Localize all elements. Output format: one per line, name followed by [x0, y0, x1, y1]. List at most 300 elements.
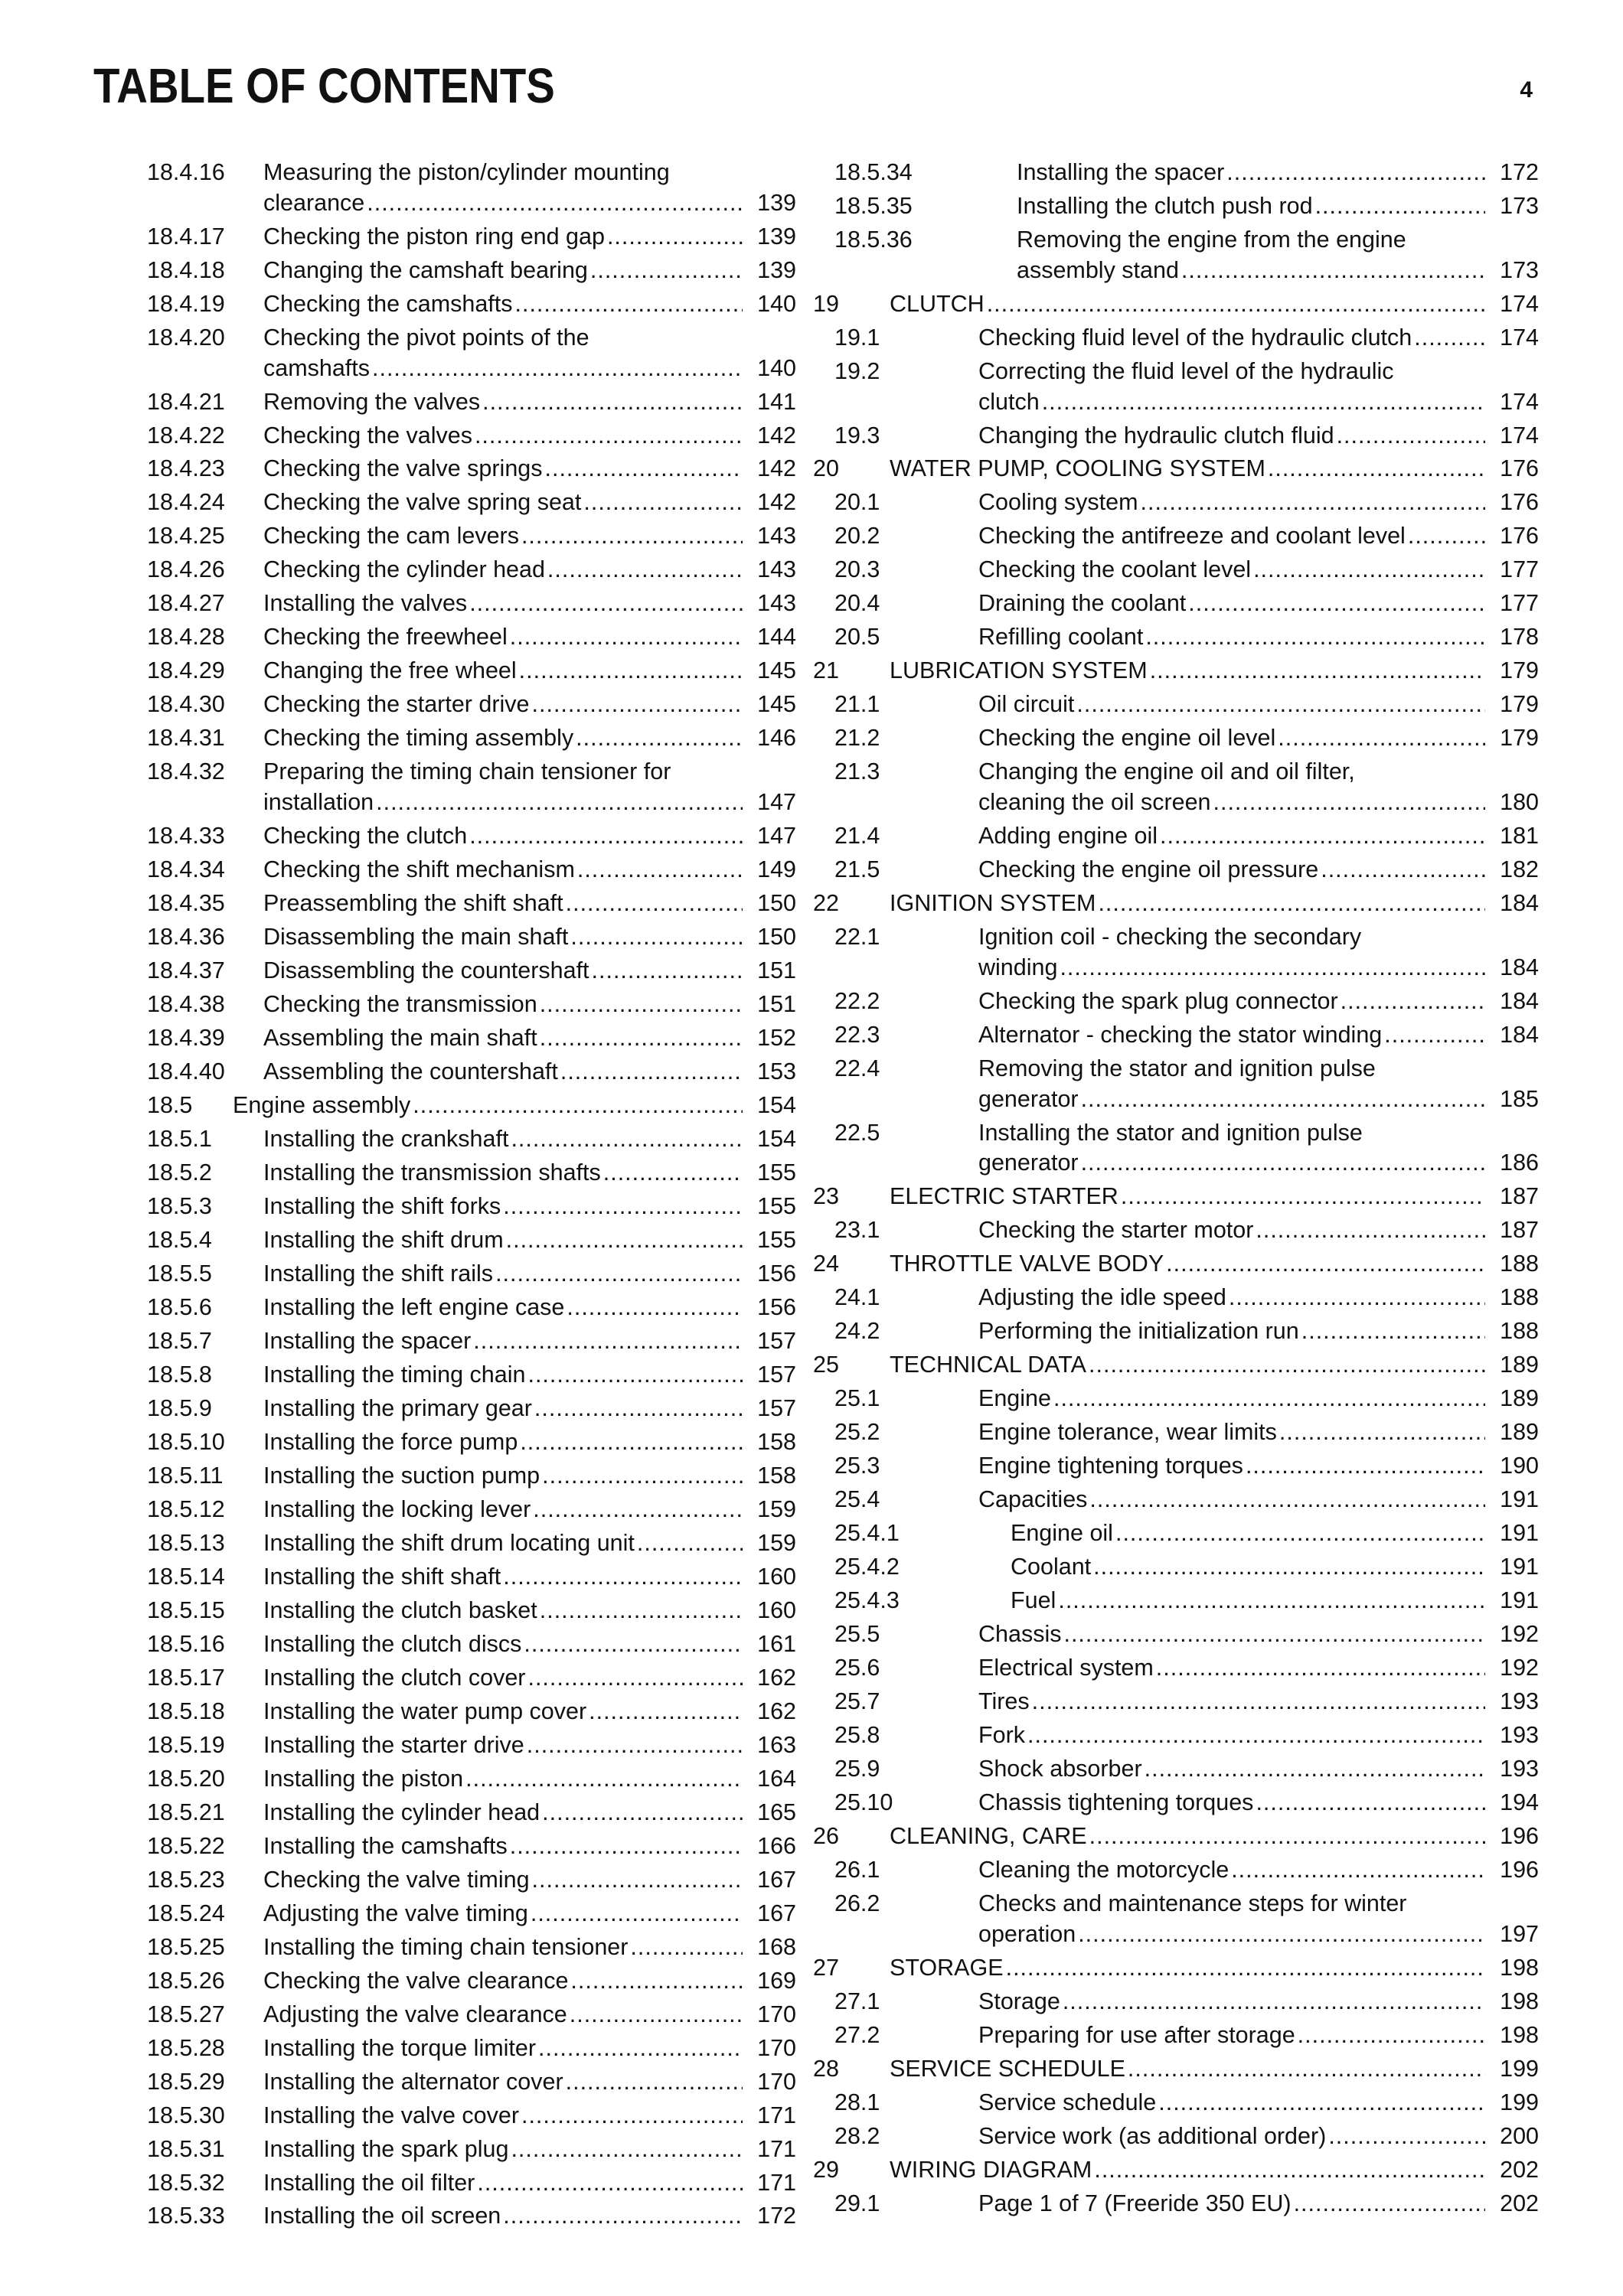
entry-line [890, 2155, 1539, 2186]
toc-entry[interactable] [147, 1259, 796, 1290]
toc-entry[interactable] [147, 922, 796, 953]
entry-line [263, 2101, 796, 2131]
page-ref: 139 [757, 223, 796, 249]
entry-body [263, 1427, 796, 1458]
page-ref: 157 [757, 1361, 796, 1388]
toc-entry[interactable] [834, 158, 1539, 188]
section-number: 20 [813, 455, 839, 482]
entry-body [263, 2101, 796, 2131]
toc-entry[interactable] [834, 1586, 1539, 1616]
section-number: 18.4.33 [147, 823, 225, 850]
entry-title-first-line: Changing the engine oil and oil filter, [978, 758, 1355, 785]
toc-entry[interactable] [834, 1316, 1539, 1347]
entry-line [978, 1084, 1539, 1115]
page-ref: 198 [1500, 1954, 1539, 1981]
page-ref: 190 [1500, 1453, 1539, 1479]
toc-entry[interactable] [147, 454, 796, 484]
toc-entry[interactable] [834, 723, 1539, 754]
page-number: 4 [1520, 77, 1533, 103]
page-ref: 188 [1500, 1251, 1539, 1277]
entry-body [978, 1788, 1539, 1818]
entry-body [263, 158, 796, 219]
entry-body [978, 1619, 1539, 1650]
toc-entry[interactable] [147, 1899, 796, 1929]
toc-entry[interactable] [834, 323, 1539, 354]
page-ref: 162 [757, 1664, 796, 1691]
entry-title: installation [263, 789, 374, 816]
section-number: 18.4.27 [147, 590, 225, 617]
entry-title: Electrical system [978, 1655, 1154, 1681]
dot-leader [540, 1596, 743, 1626]
page-ref: 198 [1500, 2021, 1539, 2048]
dot-leader [1145, 622, 1485, 653]
entry-title-first-line: Removing the stator and ignition pulse [978, 1055, 1376, 1081]
page-ref: 179 [1500, 691, 1539, 718]
section-number: 18.5.1 [147, 1125, 212, 1152]
section-number: 25.4.3 [834, 1587, 900, 1614]
page-ref: 149 [757, 856, 796, 883]
entry-line [978, 788, 1539, 818]
toc-entry[interactable] [834, 488, 1539, 518]
toc-entry[interactable] [834, 1054, 1539, 1115]
entry-line [978, 1754, 1539, 1785]
page-ref: 170 [757, 2001, 796, 2027]
entry-body [978, 1054, 1539, 1115]
page-ref: 188 [1500, 1284, 1539, 1311]
page-ref: 157 [757, 1394, 796, 1421]
entry-title: Installing the spark plug [263, 2135, 509, 2162]
dot-leader [567, 1293, 743, 1323]
section-number: 18.4.18 [147, 256, 225, 283]
entry-title-first-line: Checks and maintenance steps for winter [978, 1890, 1407, 1917]
dot-leader [1115, 1518, 1485, 1549]
toc-entry[interactable] [147, 2000, 796, 2030]
toc-entry[interactable] [834, 622, 1539, 653]
entry-title: Engine [978, 1385, 1051, 1412]
dot-leader [469, 821, 743, 852]
entry-title: Alternator - checking the stator winding [978, 1021, 1383, 1048]
toc-entry[interactable] [834, 1754, 1539, 1785]
dot-leader [1089, 1821, 1485, 1852]
toc-entry[interactable] [834, 1283, 1539, 1313]
dot-leader [1298, 2020, 1485, 2051]
page-ref: 200 [1500, 2122, 1539, 2149]
page-ref: 143 [757, 590, 796, 617]
toc-entry[interactable] [147, 1023, 796, 1054]
page-ref: 143 [757, 556, 796, 583]
section-number: 27.2 [834, 2021, 880, 2048]
entry-body [263, 1158, 796, 1189]
toc-entry[interactable] [147, 1629, 796, 1660]
dot-leader [1231, 1855, 1485, 1886]
section-number: 18.5.22 [147, 1832, 225, 1859]
entry-title: winding [978, 954, 1058, 980]
entry-line [1011, 1586, 1539, 1616]
entry-line [1017, 191, 1539, 222]
entry-title-first-line: Measuring the piston/cylinder mounting [263, 159, 670, 185]
entry-body [263, 1057, 796, 1088]
dot-leader [538, 2033, 743, 2064]
toc-entry[interactable] [147, 956, 796, 987]
page-ref: 145 [757, 691, 796, 718]
toc-entry[interactable] [834, 1619, 1539, 1650]
dot-leader [1141, 488, 1486, 518]
toc-entry[interactable] [813, 656, 1539, 687]
dot-leader [540, 1023, 743, 1054]
entry-line [978, 1619, 1539, 1650]
dot-leader [1098, 889, 1485, 919]
toc-entry[interactable] [813, 1953, 1539, 1984]
entry-body [978, 1720, 1539, 1751]
entry-title: ELECTRIC STARTER [890, 1183, 1118, 1210]
dot-leader [1253, 555, 1485, 585]
section-number: 18.5.14 [147, 1563, 225, 1590]
toc-entry[interactable] [813, 2054, 1539, 2085]
entry-line [978, 1283, 1539, 1313]
toc-entry[interactable] [813, 889, 1539, 919]
entry-title-first-line: Ignition coil - checking the secondary [978, 924, 1362, 951]
toc-entry[interactable] [147, 1326, 796, 1357]
entry-line [263, 222, 796, 253]
section-number: 18.5.21 [147, 1799, 225, 1825]
entry-line [978, 488, 1539, 518]
entry-line [978, 521, 1539, 552]
toc-entry[interactable] [147, 2201, 796, 2232]
entry-title-first-line: Correcting the fluid level of the hydraulic [978, 357, 1394, 384]
entry-title: Installing the primary gear [263, 1394, 532, 1421]
toc-entry[interactable] [147, 1124, 796, 1155]
toc-entry[interactable] [834, 555, 1539, 585]
toc-entry[interactable] [147, 1663, 796, 1694]
toc-entry[interactable] [834, 1020, 1539, 1051]
page-ref: 184 [1500, 1021, 1539, 1048]
entry-title: Checking the engine oil level [978, 725, 1276, 752]
toc-entry[interactable] [147, 2033, 796, 2064]
section-number: 21.2 [834, 725, 880, 752]
toc-entry[interactable] [147, 1865, 796, 1896]
toc-entry[interactable] [147, 1427, 796, 1458]
section-number: 28.2 [834, 2122, 880, 2149]
toc-entry[interactable] [147, 589, 796, 619]
entry-line [978, 323, 1539, 354]
toc-entry[interactable] [147, 1293, 796, 1323]
entry-body [263, 1697, 796, 1727]
entry-title: Shock absorber [978, 1756, 1142, 1782]
toc-entry[interactable] [813, 1821, 1539, 1852]
entry-title: Refilling coolant [978, 624, 1144, 651]
dot-leader [1279, 1417, 1485, 1448]
page-ref: 191 [1500, 1486, 1539, 1513]
toc-entry[interactable] [147, 1360, 796, 1391]
toc-entry[interactable] [834, 225, 1539, 286]
entry-title: Checking fluid level of the hydraulic clutch [978, 324, 1412, 351]
dot-leader [527, 1360, 743, 1391]
page-ref: 164 [757, 1765, 796, 1792]
entry-body [263, 1899, 796, 1929]
section-number: 20.3 [834, 556, 880, 583]
entry-line [978, 1653, 1539, 1684]
toc-entry[interactable] [147, 2168, 796, 2199]
page-ref: 202 [1500, 2190, 1539, 2216]
toc-entry[interactable] [147, 1697, 796, 1727]
toc-entry[interactable] [834, 1417, 1539, 1448]
toc-entry[interactable] [813, 2155, 1539, 2186]
dot-leader [542, 1461, 743, 1492]
page-ref: 174 [1500, 388, 1539, 415]
entry-title: Checking the spark plug connector [978, 987, 1338, 1014]
entry-title: Installing the suction pump [263, 1462, 540, 1489]
entry-body [263, 1764, 796, 1795]
dot-leader [465, 1764, 743, 1795]
page-ref: 196 [1500, 1857, 1539, 1883]
toc-entry[interactable] [147, 1562, 796, 1593]
toc-entry[interactable] [834, 2088, 1539, 2118]
dot-leader [630, 1932, 743, 1963]
toc-entry[interactable] [147, 1225, 796, 1256]
toc-entry[interactable] [147, 1764, 796, 1795]
toc-entry[interactable] [147, 555, 796, 585]
toc-entry[interactable] [147, 1932, 796, 1963]
entry-body [263, 289, 796, 320]
entry-body [263, 1023, 796, 1054]
entry-body [263, 387, 796, 418]
dot-leader [540, 990, 743, 1020]
toc-entry[interactable] [834, 1889, 1539, 1950]
toc-entry[interactable] [834, 690, 1539, 720]
toc-entry[interactable] [147, 1192, 796, 1222]
entry-title: Installing the clutch cover [263, 1664, 526, 1691]
page-ref: 163 [757, 1731, 796, 1758]
toc-entry[interactable] [147, 855, 796, 885]
section-number: 18.5.32 [147, 2169, 225, 2196]
entry-line [978, 2088, 1539, 2118]
toc-entry[interactable] [147, 690, 796, 720]
toc-entry[interactable] [147, 222, 796, 253]
toc-entry[interactable] [834, 1552, 1539, 1583]
entry-line [1011, 1518, 1539, 1549]
toc-entry[interactable] [834, 521, 1539, 552]
toc-entry[interactable] [834, 1720, 1539, 1751]
page-ref: 178 [1500, 624, 1539, 651]
toc-entry[interactable] [147, 757, 796, 818]
dot-leader [1341, 987, 1485, 1017]
entry-title: Checking the shift mechanism [263, 856, 575, 883]
toc-entry[interactable] [813, 1182, 1539, 1212]
page-ref: 170 [757, 2068, 796, 2095]
toc-entry[interactable] [147, 821, 796, 852]
dot-leader [531, 1899, 743, 1929]
toc-entry[interactable] [147, 622, 796, 653]
section-number: 23 [813, 1183, 839, 1210]
dot-leader [532, 1865, 743, 1896]
page-ref: 167 [757, 1866, 796, 1893]
entry-title: Engine assembly [233, 1092, 411, 1118]
toc-entry[interactable] [147, 1596, 796, 1626]
toc-entry[interactable] [834, 421, 1539, 452]
entry-title: Installing the piston [263, 1765, 464, 1792]
toc-entry[interactable] [834, 589, 1539, 619]
entry-body [978, 1987, 1539, 2017]
toc-entry[interactable] [147, 1730, 796, 1761]
toc-entry[interactable] [147, 990, 796, 1020]
page-ref: 179 [1500, 657, 1539, 684]
toc-entry[interactable] [834, 757, 1539, 818]
section-number: 18.4.39 [147, 1025, 225, 1052]
toc-entry[interactable] [834, 2122, 1539, 2152]
toc-entry[interactable] [834, 922, 1539, 983]
page-ref: 193 [1500, 1756, 1539, 1782]
dot-leader [1060, 953, 1485, 983]
dot-leader [1384, 1020, 1485, 1051]
toc-entry[interactable] [147, 1966, 796, 1997]
dot-leader [1301, 1316, 1485, 1347]
toc-entry[interactable] [834, 1687, 1539, 1717]
entry-body [263, 222, 796, 253]
section-number: 18.4.25 [147, 523, 225, 550]
page-ref: 176 [1500, 523, 1539, 550]
toc-entry[interactable] [834, 2020, 1539, 2051]
toc-entry[interactable] [834, 855, 1539, 885]
entry-line [263, 855, 796, 885]
toc-entry[interactable] [834, 1485, 1539, 1515]
entry-line [263, 1023, 796, 1054]
entry-title: Installing the locking lever [263, 1495, 531, 1522]
entry-body [978, 2189, 1539, 2219]
toc-entry[interactable] [147, 521, 796, 552]
toc-entry[interactable] [147, 1091, 796, 1121]
page-ref: 147 [757, 789, 796, 816]
toc-entry[interactable] [834, 1118, 1539, 1179]
toc-entry[interactable] [147, 1394, 796, 1424]
page-ref: 143 [757, 523, 796, 550]
toc-entry[interactable] [147, 289, 796, 320]
toc-entry[interactable] [147, 1528, 796, 1559]
toc-entry[interactable] [147, 1158, 796, 1189]
toc-entry[interactable] [147, 723, 796, 754]
toc-entry[interactable] [834, 1855, 1539, 1886]
page-ref: 171 [757, 2169, 796, 2196]
section-number: 27 [813, 1954, 839, 1981]
entry-title: Installing the left engine case [263, 1293, 565, 1320]
dot-leader [372, 354, 743, 384]
section-number: 18.5.10 [147, 1428, 225, 1455]
toc-entry[interactable] [147, 2067, 796, 2098]
entry-body [978, 757, 1539, 818]
entry-title: Checking the timing assembly [263, 725, 574, 752]
toc-entry[interactable] [147, 158, 796, 219]
dot-leader [1414, 323, 1485, 354]
toc-entry[interactable] [834, 1788, 1539, 1818]
section-number: 18.5.16 [147, 1630, 225, 1657]
dot-leader [511, 1124, 743, 1155]
toc-entry[interactable] [147, 421, 796, 452]
section-number: 20.2 [834, 523, 880, 550]
toc-entry[interactable] [147, 1057, 796, 1088]
page-ref: 199 [1500, 2055, 1539, 2082]
toc-entry[interactable] [834, 2189, 1539, 2219]
page-ref: 191 [1500, 1587, 1539, 1614]
entry-line [263, 1697, 796, 1727]
entry-title: generator [978, 1085, 1079, 1112]
toc-entry[interactable] [147, 1495, 796, 1525]
dot-leader [527, 1663, 743, 1694]
toc-entry[interactable] [147, 656, 796, 687]
entry-line [263, 1562, 796, 1593]
toc-entry[interactable] [147, 323, 796, 384]
entry-line [263, 956, 796, 987]
entry-title: Performing the initialization run [978, 1318, 1299, 1345]
toc-entry[interactable] [147, 1798, 796, 1828]
section-number: 18.5.18 [147, 1698, 225, 1724]
toc-entry[interactable] [147, 2135, 796, 2165]
entry-line [263, 1394, 796, 1424]
toc-entry[interactable] [147, 1461, 796, 1492]
dot-leader [473, 1326, 743, 1357]
toc-entry[interactable] [813, 454, 1539, 484]
toc-entry[interactable] [834, 1384, 1539, 1414]
section-number: 22.2 [834, 987, 880, 1014]
entry-title: Changing the free wheel [263, 657, 517, 684]
dot-leader [521, 2101, 743, 2131]
entry-line [890, 656, 1539, 687]
entry-title: clutch [978, 388, 1040, 415]
page-ref: 172 [1500, 159, 1539, 185]
toc-entry[interactable] [834, 1987, 1539, 2017]
entry-body [263, 956, 796, 987]
toc-entry[interactable] [834, 357, 1539, 418]
section-number: 23.1 [834, 1217, 880, 1244]
entry-body [978, 589, 1539, 619]
toc-entry[interactable] [147, 889, 796, 919]
section-number: 18.4.34 [147, 856, 225, 883]
section-number: 25.6 [834, 1655, 880, 1681]
toc-entry[interactable] [834, 821, 1539, 852]
toc-entry[interactable] [834, 1518, 1539, 1549]
entry-title: CLEANING, CARE [890, 1823, 1087, 1850]
toc-entry[interactable] [834, 1215, 1539, 1246]
section-number: 18.5.3 [147, 1192, 212, 1219]
section-number: 21.3 [834, 758, 880, 785]
entry-title: Installing the timing chain tensioner [263, 1933, 629, 1960]
entry-body [263, 1495, 796, 1525]
dot-leader [533, 1495, 743, 1525]
dot-leader [1294, 2189, 1485, 2219]
entry-title: Checking the valve clearance [263, 1967, 569, 1994]
page-ref: 177 [1500, 590, 1539, 617]
toc-entry[interactable] [834, 987, 1539, 1017]
toc-entry[interactable] [147, 1831, 796, 1862]
toc-entry[interactable] [147, 488, 796, 518]
section-number: 18.5.11 [147, 1462, 224, 1489]
entry-line [263, 1865, 796, 1896]
toc-entry[interactable] [813, 1249, 1539, 1280]
entry-line [978, 2122, 1539, 2152]
toc-entry[interactable] [147, 256, 796, 286]
entry-line [890, 1821, 1539, 1852]
toc-entry[interactable] [834, 1653, 1539, 1684]
entry-body [890, 289, 1539, 320]
toc-entry[interactable] [834, 191, 1539, 222]
section-number: 18.4.32 [147, 758, 225, 785]
toc-entry[interactable] [834, 1451, 1539, 1482]
toc-entry[interactable] [813, 1350, 1539, 1381]
dot-leader [1246, 1451, 1485, 1482]
section-number: 18.5.2 [147, 1159, 212, 1186]
toc-entry[interactable] [813, 289, 1539, 320]
toc-entry[interactable] [147, 2101, 796, 2131]
entry-line [263, 454, 796, 484]
toc-entry[interactable] [147, 387, 796, 418]
